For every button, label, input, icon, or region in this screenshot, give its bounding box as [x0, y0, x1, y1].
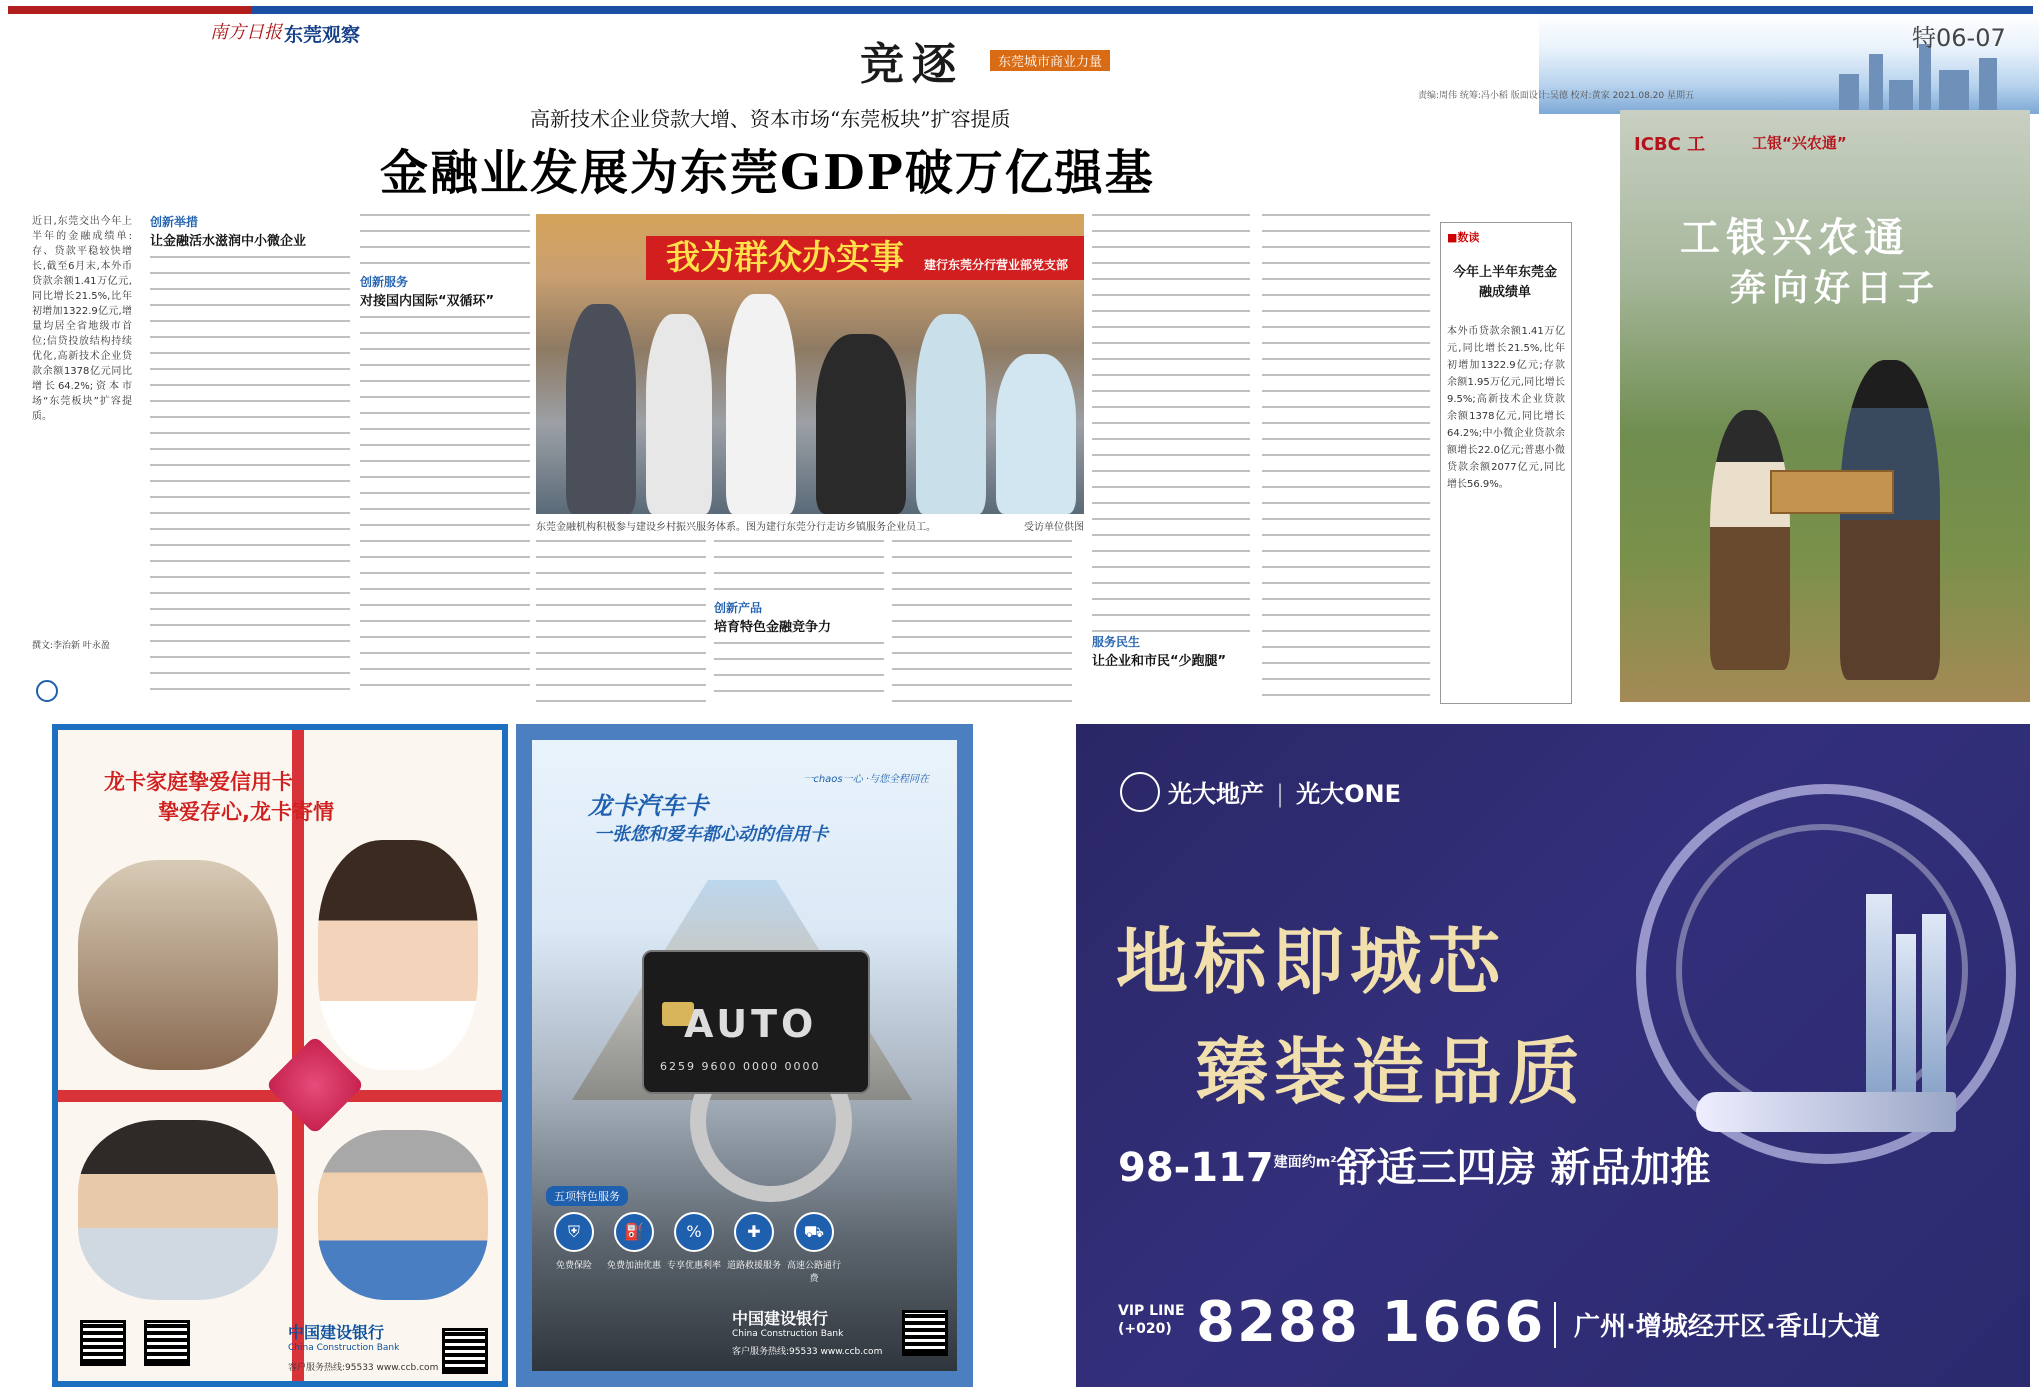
- column-subtitle: 东莞城市商业力量: [990, 50, 1110, 71]
- qr-code[interactable]: [144, 1320, 190, 1366]
- article-lead-column: [32, 214, 132, 664]
- ccb-logo: 中国建设银行 China Construction Bank: [732, 1309, 844, 1339]
- section-head-title: 对接国内国际“双循环”: [360, 294, 495, 309]
- page-credits: 责编:周伟 统筹:冯小稻 版面设计:吴德 校对:黄家 2021.08.20 星期五: [1418, 91, 1694, 101]
- everbright-realestate-ad[interactable]: [1076, 724, 2030, 1387]
- card-number: 6259 9600 0000 0000: [660, 1060, 821, 1073]
- masthead-bar: [8, 6, 2033, 14]
- ccb-service-line: 客户服务热线:95533 www.ccb.com: [732, 1347, 883, 1357]
- article-column-2: [360, 214, 530, 704]
- shield-icon: ⛨: [554, 1212, 594, 1252]
- vip-line-label: VIP LINE (+020): [1118, 1303, 1185, 1337]
- section-head-title: 让企业和市民“少跑腿”: [1092, 654, 1227, 669]
- body-text-block: [1262, 214, 1430, 704]
- qr-code[interactable]: [442, 1328, 488, 1374]
- ccb-logo: 中国建设银行 China Construction Bank: [288, 1323, 400, 1353]
- icbc-advertisement[interactable]: [1620, 110, 2030, 702]
- ccb-family-title: 龙卡家庭挚爱信用卡: [104, 770, 293, 794]
- wrench-icon: ✚: [734, 1212, 774, 1252]
- feature-highway: ⛟ 高速公路通行费: [786, 1212, 842, 1284]
- vip-phone-number[interactable]: 8288 1666: [1196, 1290, 1546, 1355]
- photo-caption: 东莞金融机构积极参与建设乡村振兴服务体系。图为建行东莞分行走访乡镇服务企业员工。 受访单位供图: [536, 518, 1084, 533]
- sidebar-title: 今年上半年东莞金融成绩单: [1452, 265, 1557, 300]
- paper-name: 南方日报: [210, 22, 282, 43]
- tower-building: [1866, 894, 1892, 1094]
- section-name: 东莞观察: [284, 24, 361, 46]
- everbright-offer: $98-117^{建面约m^2}$舒适三四房 新品加推: [1118, 1145, 1711, 1191]
- ccb-service-line: 客户服务热线:95533 www.ccb.com: [288, 1363, 439, 1373]
- icbc-logo: ICBC 工: [1634, 134, 1706, 155]
- feature-insurance: ⛨ 免费保险: [546, 1212, 602, 1271]
- car-icon: ⛟: [794, 1212, 834, 1252]
- section-head-label: 创新产品: [714, 601, 763, 615]
- icbc-brand: 工银“兴农通”: [1752, 134, 1847, 152]
- family-photo-bottom-left: [78, 1120, 278, 1300]
- photo-banner: 我为群众办实事 建行东莞分行营业部党支部: [646, 236, 1084, 280]
- qr-code[interactable]: [80, 1320, 126, 1366]
- sidebar-label: ■数读: [1447, 231, 1480, 244]
- body-text-block: [1092, 214, 1250, 634]
- lead-text: 近日,东莞交出今年上半年的金融成绩单:存、贷款平稳较快增长,截至6月末,本外币贷款余额1.41万亿元,同比增长21.5%,比年初增加1322.9亿元,增量均居全省地级市首位;信贷投放结构持续优化,高新技术企业贷款余额1378亿元同比增长64.2%;资本市场“东莞板块”扩容提质。: [32, 216, 132, 422]
- everbright-headline-1: 地标即城芯: [1116, 919, 1507, 1004]
- data-sidebar: [1440, 222, 1572, 704]
- family-photo-bottom-right: [318, 1130, 488, 1300]
- everbright-logo-icon: [1120, 772, 1160, 812]
- ccb-auto-title: 龙卡汽车卡: [588, 792, 708, 820]
- column-logo: 竞逐: [860, 39, 964, 90]
- article-column-4: [714, 540, 884, 704]
- article-column-5: [892, 540, 1072, 704]
- article-photo: [536, 214, 1084, 514]
- high-speed-train: [1696, 1092, 1956, 1132]
- ccb-auto-badge: 一chaos一心 ·与您全程同在: [803, 774, 929, 785]
- ccb-auto-card-ad[interactable]: [516, 724, 973, 1387]
- circle-mark-icon: [36, 680, 58, 702]
- body-text-block: [536, 540, 706, 704]
- page-number: 特06-07: [1912, 24, 2006, 52]
- percent-icon: %: [674, 1212, 714, 1252]
- section-head-label: 服务民生: [1092, 635, 1141, 649]
- divider: [1554, 1302, 1556, 1348]
- section-head-title: 让金融活水滋润中小微企业: [150, 234, 307, 249]
- article-column-7: [1262, 214, 1430, 704]
- credit-card-image: [642, 950, 870, 1094]
- ccb-family-card-ad[interactable]: [52, 724, 508, 1387]
- body-text-block: [150, 256, 350, 704]
- everbright-headline-2: 臻装造品质: [1196, 1029, 1587, 1114]
- ccb-auto-subtitle: 一张您和爱车都心动的信用卡: [594, 824, 828, 845]
- qr-code[interactable]: [902, 1310, 948, 1356]
- body-text-block: [360, 316, 530, 696]
- body-text-block: [360, 214, 530, 274]
- section-head-title: 培育特色金融竞争力: [714, 620, 832, 635]
- article-headline: 金融业发展为东莞GDP破万亿强基: [380, 145, 1155, 201]
- article-subheadline: 高新技术企业贷款大增、资本市场“东莞板块”扩容提质: [530, 107, 1011, 131]
- project-address: 广州·增城经开区·香山大道: [1574, 1312, 1880, 1342]
- icbc-slogan-1: 工银兴农通: [1680, 214, 1910, 261]
- sidebar-text: 本外币贷款余额1.41万亿元,同比增长21.5%,比年初增加1322.9亿元;存款余额1.95万亿元,同比增长9.5%;高新技术企业贷款余额1378亿元,同比增长64.2%;中小微企业贷款余额增长22.0亿元;普惠小微贷款余额2077亿元,同比增长56.9%。: [1447, 326, 1565, 490]
- photo-credit: 受访单位供图: [1024, 522, 1084, 533]
- section-head-label: 创新举措: [150, 215, 199, 229]
- features-label: 五项特色服务: [546, 1186, 628, 1206]
- article-column-1: [150, 214, 350, 704]
- fuel-icon: ⛽: [614, 1212, 654, 1252]
- article-column-6: [1092, 214, 1250, 704]
- card-auto-text: AUTO: [684, 1002, 818, 1046]
- feature-fuel: ⛽ 免费加油优惠: [606, 1212, 662, 1271]
- tower-building: [1896, 934, 1916, 1094]
- farmer-woman-figure: [1710, 410, 1790, 670]
- family-photo-top-left: [78, 860, 278, 1070]
- tower-building: [1922, 914, 1946, 1094]
- body-text-block: [892, 540, 1072, 704]
- article-column-3: [536, 540, 706, 704]
- everbright-logo: 光大地产 | 光大ONE: [1168, 780, 1401, 808]
- body-text-block: [714, 642, 884, 702]
- author-byline: 撰文:李治新 叶永盈: [32, 641, 110, 651]
- feature-rate: % 专享优惠利率: [666, 1212, 722, 1271]
- farmer-man-figure: [1840, 360, 1940, 680]
- girl-photo: [318, 840, 478, 1070]
- produce-crate: [1770, 470, 1894, 514]
- section-head-label: 创新服务: [360, 275, 409, 289]
- ccb-family-subtitle: 挚爱存心,龙卡寄情: [158, 800, 334, 824]
- feature-rescue: ✚ 道路救援服务: [726, 1212, 782, 1271]
- icbc-slogan-2: 奔向好日子: [1730, 267, 1941, 309]
- body-text-block: [714, 540, 884, 600]
